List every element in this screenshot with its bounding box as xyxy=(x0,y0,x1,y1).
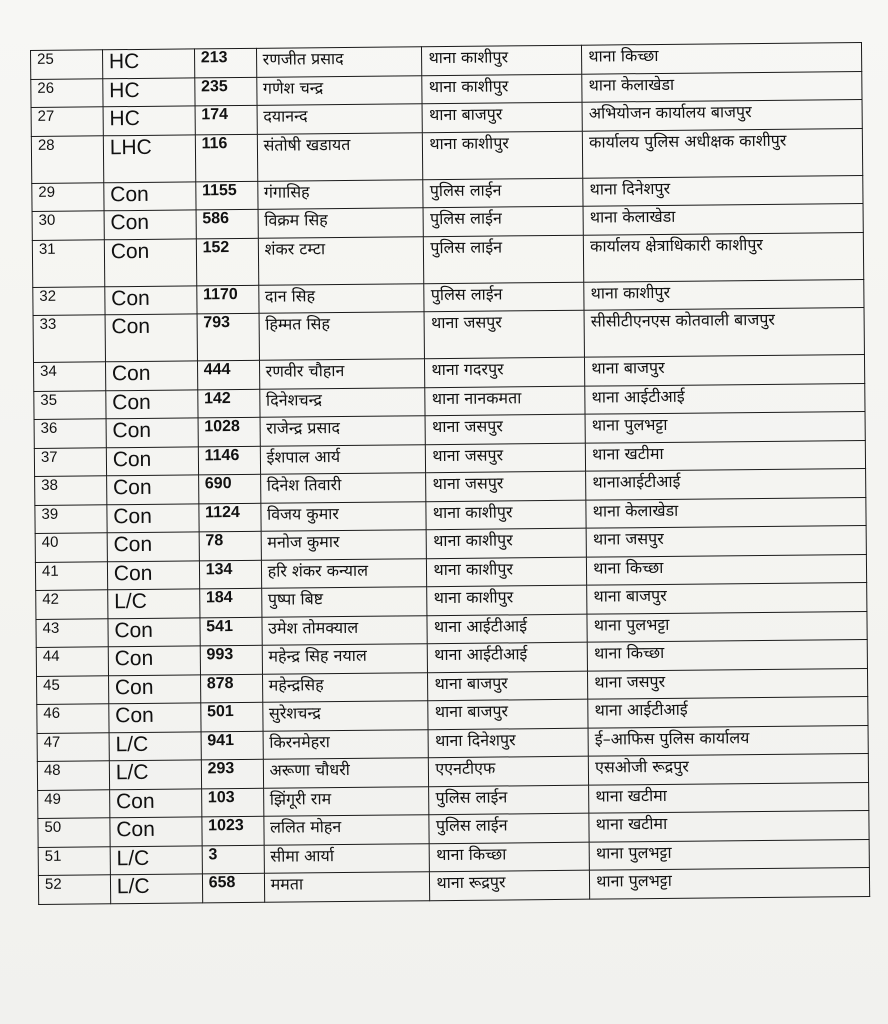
serial-number-cell: 34 xyxy=(33,362,105,391)
badge-number-cell: 78 xyxy=(199,531,261,560)
new-posting-cell: थाना किच्छा xyxy=(587,639,867,670)
employee-name-cell: गंगासिह xyxy=(257,179,423,209)
current-posting-cell: थाना काशीपुर xyxy=(423,131,583,180)
rank-cell: Con xyxy=(106,418,198,447)
serial-number-cell: 50 xyxy=(38,818,110,847)
serial-number-cell: 45 xyxy=(37,675,109,704)
rank-cell: Con xyxy=(108,617,200,646)
new-posting-cell: थाना केलाखेडा xyxy=(586,497,866,528)
new-posting-cell: ई–आफिस पुलिस कार्यालय xyxy=(588,725,868,756)
employee-name-cell: शंकर टम्टा xyxy=(258,236,424,285)
employee-name-cell: सुरेशचन्द्र xyxy=(262,701,428,731)
badge-number-cell: 142 xyxy=(197,389,259,418)
employee-name-cell: राजेन्द्र प्रसाद xyxy=(260,416,426,446)
badge-number-cell: 1155 xyxy=(195,181,257,210)
employee-name-cell: झिंगूरी राम xyxy=(263,786,429,816)
rank-cell: Con xyxy=(105,285,197,314)
rank-cell: Con xyxy=(104,238,196,286)
current-posting-cell: थाना काशीपुर xyxy=(427,585,587,615)
employee-name-cell: दिनेश तिवारी xyxy=(260,473,426,503)
badge-number-cell: 152 xyxy=(196,238,258,286)
new-posting-cell: अभियोजन कार्यालय बाजपुर xyxy=(582,100,862,131)
badge-number-cell: 1124 xyxy=(199,503,261,532)
current-posting-cell: पुलिस लाईन xyxy=(424,282,584,312)
current-posting-cell: पुलिस लाईन xyxy=(423,178,583,208)
employee-name-cell: किरनमेहरा xyxy=(263,729,429,759)
current-posting-cell: थाना दिनेशपुर xyxy=(428,728,588,758)
serial-number-cell: 38 xyxy=(35,476,107,505)
badge-number-cell: 213 xyxy=(194,48,256,77)
serial-number-cell: 41 xyxy=(35,561,107,590)
current-posting-cell: थाना आईटीआई xyxy=(428,642,588,672)
badge-number-cell: 993 xyxy=(200,645,262,674)
badge-number-cell: 3 xyxy=(202,845,264,874)
rank-cell: L/C xyxy=(109,731,201,760)
transfer-table xyxy=(30,42,870,904)
current-posting-cell: थाना जसपुर xyxy=(424,310,584,359)
employee-name-cell: उमेश तोमक्याल xyxy=(262,615,428,645)
new-posting-cell: कार्यालय क्षेत्राधिकारी काशीपुर xyxy=(584,232,864,282)
serial-number-cell: 30 xyxy=(32,211,104,240)
employee-name-cell: रणवीर चौहान xyxy=(259,359,425,389)
rank-cell: L/C xyxy=(110,874,202,903)
new-posting-cell: थाना दिनेशपुर xyxy=(583,175,863,206)
badge-number-cell: 501 xyxy=(200,702,262,731)
new-posting-cell: थाना किच्छा xyxy=(582,43,862,74)
new-posting-cell: थाना जसपुर xyxy=(588,668,868,699)
table-row xyxy=(32,232,863,287)
employee-name-cell: विक्रम सिह xyxy=(258,208,424,238)
badge-number-cell: 1028 xyxy=(198,417,260,446)
new-posting-cell: थाना खटीमा xyxy=(589,810,869,841)
employee-name-cell: रणजीत प्रसाद xyxy=(256,47,422,77)
current-posting-cell: थाना काशीपुर xyxy=(427,528,587,558)
current-posting-cell: थाना जसपुर xyxy=(426,471,586,501)
table-row xyxy=(31,128,862,183)
new-posting-cell: थाना बाजपुर xyxy=(585,355,865,386)
rank-cell: Con xyxy=(109,788,201,817)
rank-cell: Con xyxy=(106,446,198,475)
employee-name-cell: मनोज कुमार xyxy=(261,530,427,560)
current-posting-cell: थाना काशीपुर xyxy=(422,74,582,104)
serial-number-cell: 46 xyxy=(37,704,109,733)
rank-cell: Con xyxy=(104,181,196,210)
badge-number-cell: 658 xyxy=(202,873,264,902)
employee-name-cell: सीमा आर्या xyxy=(264,843,430,873)
rank-cell: Con xyxy=(106,475,198,504)
new-posting-cell: थाना पुलभट्टा xyxy=(589,839,869,870)
serial-number-cell: 43 xyxy=(36,618,108,647)
employee-name-cell: हिम्मत सिह xyxy=(259,312,425,361)
employee-name-cell: अरूणा चौधरी xyxy=(263,758,429,788)
rank-cell: Con xyxy=(107,503,199,532)
serial-number-cell: 47 xyxy=(37,732,109,761)
badge-number-cell: 793 xyxy=(197,313,259,361)
employee-name-cell: दयानन्द xyxy=(257,104,423,134)
current-posting-cell: थाना आईटीआई xyxy=(427,614,587,644)
current-posting-cell: थाना काशीपुर xyxy=(426,500,586,530)
new-posting-cell: थाना खटीमा xyxy=(589,782,869,813)
serial-number-cell: 31 xyxy=(32,239,104,287)
current-posting-cell: पुलिस लाईन xyxy=(423,206,583,236)
badge-number-cell: 1170 xyxy=(196,285,258,314)
employee-name-cell: ईशपाल आर्य xyxy=(260,444,426,474)
rank-cell: Con xyxy=(107,532,199,561)
rank-cell: Con xyxy=(107,560,199,589)
current-posting-cell: पुलिस लाईन xyxy=(424,235,584,284)
badge-number-cell: 235 xyxy=(194,77,256,106)
current-posting-cell: थाना जसपुर xyxy=(425,414,585,444)
new-posting-cell: थाना केलाखेडा xyxy=(582,71,862,102)
rank-cell: HC xyxy=(103,106,195,135)
current-posting-cell: थाना काशीपुर xyxy=(422,45,582,75)
serial-number-cell: 52 xyxy=(38,875,110,904)
current-posting-cell: थाना जसपुर xyxy=(426,443,586,473)
employee-name-cell: दान सिह xyxy=(258,283,424,313)
new-posting-cell: थाना जसपुर xyxy=(586,525,866,556)
badge-number-cell: 134 xyxy=(199,560,261,589)
serial-number-cell: 33 xyxy=(33,315,105,363)
rank-cell: Con xyxy=(110,817,202,846)
badge-number-cell: 116 xyxy=(195,134,257,182)
new-posting-cell: थाना पुलभट्टा xyxy=(587,611,867,642)
employee-name-cell: दिनेशचन्द्र xyxy=(259,387,425,417)
serial-number-cell: 35 xyxy=(34,390,106,419)
rank-cell: Con xyxy=(109,703,201,732)
new-posting-cell: थाना खटीमा xyxy=(586,440,866,471)
rank-cell: LHC xyxy=(103,134,195,182)
badge-number-cell: 1023 xyxy=(202,816,264,845)
badge-number-cell: 941 xyxy=(201,731,263,760)
current-posting-cell: एएनटीएफ xyxy=(429,756,589,786)
serial-number-cell: 51 xyxy=(38,846,110,875)
new-posting-cell: सीसीटीएनएस कोतवाली बाजपुर xyxy=(584,308,864,358)
rank-cell: L/C xyxy=(110,845,202,874)
rank-cell: Con xyxy=(108,646,200,675)
new-posting-cell: थाना आईटीआई xyxy=(588,696,868,727)
new-posting-cell: थाना किच्छा xyxy=(587,554,867,585)
rank-cell: Con xyxy=(108,674,200,703)
rank-cell: HC xyxy=(103,77,195,106)
current-posting-cell: पुलिस लाईन xyxy=(429,813,589,843)
badge-number-cell: 103 xyxy=(201,788,263,817)
serial-number-cell: 32 xyxy=(33,286,105,315)
rank-cell: Con xyxy=(106,389,198,418)
serial-number-cell: 26 xyxy=(31,78,103,107)
employee-name-cell: हरि शंकर कन्याल xyxy=(261,558,427,588)
serial-number-cell: 29 xyxy=(32,182,104,211)
serial-number-cell: 36 xyxy=(34,419,106,448)
serial-number-cell: 25 xyxy=(31,50,103,79)
employee-name-cell: महेन्द्रसिह xyxy=(262,672,428,702)
serial-number-cell: 40 xyxy=(35,533,107,562)
badge-number-cell: 586 xyxy=(196,209,258,238)
current-posting-cell: पुलिस लाईन xyxy=(429,785,589,815)
new-posting-cell: कार्यालय पुलिस अधीक्षक काशीपुर xyxy=(583,128,863,178)
badge-number-cell: 1146 xyxy=(198,446,260,475)
employee-name-cell: विजय कुमार xyxy=(260,501,426,531)
new-posting-cell: थाना काशीपुर xyxy=(584,279,864,310)
rank-cell: HC xyxy=(102,49,194,78)
current-posting-cell: थाना नानकमता xyxy=(425,386,585,416)
employee-name-cell: गणेश चन्द्र xyxy=(256,75,422,105)
new-posting-cell: थाना आईटीआई xyxy=(585,383,865,414)
rank-cell: Con xyxy=(105,314,197,362)
badge-number-cell: 541 xyxy=(200,617,262,646)
badge-number-cell: 184 xyxy=(199,588,261,617)
new-posting-cell: एसओजी रूद्रपुर xyxy=(589,753,869,784)
serial-number-cell: 39 xyxy=(35,504,107,533)
employee-name-cell: ललित मोहन xyxy=(263,815,429,845)
current-posting-cell: थाना बाजपुर xyxy=(428,699,588,729)
current-posting-cell: थाना काशीपुर xyxy=(427,557,587,587)
employee-name-cell: पुष्पा बिष्ट xyxy=(261,587,427,617)
serial-number-cell: 48 xyxy=(37,761,109,790)
badge-number-cell: 878 xyxy=(200,674,262,703)
badge-number-cell: 690 xyxy=(198,474,260,503)
employee-name-cell: ममता xyxy=(264,872,430,902)
rank-cell: L/C xyxy=(108,589,200,618)
serial-number-cell: 49 xyxy=(38,789,110,818)
rank-cell: Con xyxy=(105,361,197,390)
rank-cell: Con xyxy=(104,210,196,239)
current-posting-cell: थाना किच्छा xyxy=(430,842,590,872)
new-posting-cell: थाना पुलभट्टा xyxy=(590,867,870,898)
serial-number-cell: 44 xyxy=(36,647,108,676)
table-row xyxy=(33,308,864,363)
new-posting-cell: थाना पुलभट्टा xyxy=(585,412,865,443)
serial-number-cell: 28 xyxy=(31,135,103,183)
transfer-table-body xyxy=(31,43,870,904)
employee-name-cell: संतोषी खडायत xyxy=(257,132,423,181)
current-posting-cell: थाना गदरपुर xyxy=(425,357,585,387)
employee-name-cell: महेन्द्र सिह नयाल xyxy=(262,644,428,674)
badge-number-cell: 444 xyxy=(197,360,259,389)
serial-number-cell: 37 xyxy=(34,447,106,476)
current-posting-cell: थाना बाजपुर xyxy=(422,102,582,132)
serial-number-cell: 27 xyxy=(31,107,103,136)
current-posting-cell: थाना बाजपुर xyxy=(428,671,588,701)
new-posting-cell: थानाआईटीआई xyxy=(586,468,866,499)
rank-cell: L/C xyxy=(109,760,201,789)
serial-number-cell: 42 xyxy=(36,590,108,619)
badge-number-cell: 293 xyxy=(201,759,263,788)
badge-number-cell: 174 xyxy=(195,105,257,134)
new-posting-cell: थाना केलाखेडा xyxy=(583,204,863,235)
current-posting-cell: थाना रूद्रपुर xyxy=(430,870,590,900)
new-posting-cell: थाना बाजपुर xyxy=(587,582,867,613)
